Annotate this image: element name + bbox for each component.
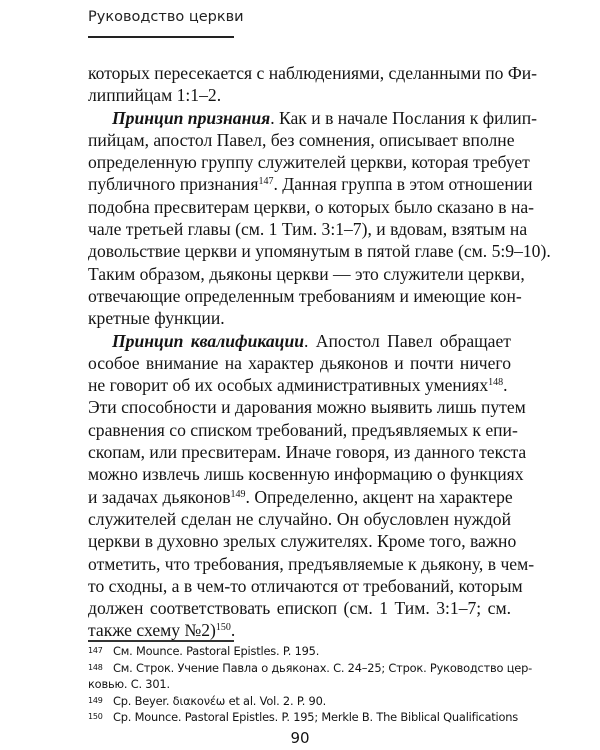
text-line	[88, 330, 511, 352]
text-line: церкви в духовно зрелых служителях. Кроме того, важно	[88, 531, 517, 552]
text-line: скопам, или пресвитерам. Иначе говоря, из данного текста	[88, 442, 527, 463]
principle-heading: Принцип признания	[112, 107, 271, 128]
text-line: служителей сделан не случайно. Он обусловлен нуждой	[88, 508, 511, 529]
text-span: публичного признания	[88, 174, 259, 195]
text-line: Эти способности и дарования можно выявить лишь путем	[88, 397, 526, 418]
text-line	[88, 486, 511, 508]
text-line: кретные функции.	[88, 308, 225, 329]
text-span: .	[230, 620, 236, 641]
text-line: липпийцам 1:1–2.	[88, 85, 222, 106]
text-line: чале третьей главы (см. 1 Тим. 3:1–7), и вдовам, взятым на	[88, 219, 528, 240]
footnote-text: Ср. Mounce. Pastoral Epistles. P. 195; Merkle B. The Biblical Qualifications	[113, 710, 519, 724]
footnote-ref: 147	[258, 176, 274, 188]
footnote: 147 См. Mounce. Pastoral Epistles. P. 195.	[88, 644, 320, 658]
text-span: и задачах дьяконов	[88, 486, 231, 507]
header-divider	[88, 36, 234, 38]
text-line: отметить, что требования, предъявляемые к дьякону, в чем-	[88, 553, 535, 574]
text-span: .	[503, 375, 508, 396]
text-line	[88, 107, 537, 129]
text-line: сравнения со списком требований, предъявляемых к епи-	[88, 419, 518, 440]
footnote: 150 Ср. Mounce. Pastoral Epistles. P. 195; Merkle B. The Biblical Qualifications	[88, 710, 519, 724]
footnote-continuation: ковью. С. 301.	[88, 677, 170, 691]
page-number: 90	[290, 729, 310, 747]
text-line	[88, 173, 533, 195]
footnote: 148 См. Строк. Учение Павла о дьяконах. С. 24–25; Строк. Руководство цер-	[88, 660, 533, 675]
footnote-text: См. Mounce. Pastoral Epistles. P. 195.	[113, 644, 320, 658]
text-line: подобна пресвитерам церкви, о которых было сказано в на-	[88, 196, 535, 217]
text-line: можно извлечь лишь косвенную информацию о функциях	[88, 464, 524, 485]
footnote-divider	[88, 640, 234, 642]
footnote-ref: 150	[215, 622, 231, 634]
text-line: особое внимание на характер дьяконов и почти ничего	[88, 352, 511, 373]
text-line: то сходны, а в чем-то отличаются от требований, которым	[88, 575, 523, 596]
footnote-text: Ср. Beyer. διακονέω et al. Vol. 2. P. 90.	[113, 693, 327, 708]
footnote-ref: 148	[488, 377, 504, 389]
text-span: . Апостол Павел обращает	[304, 330, 511, 351]
text-line: отвечающие определенным требованиям и имеющие кон-	[88, 285, 522, 306]
text-span: . Данная группа в этом отношении	[273, 174, 533, 195]
body-text	[88, 62, 551, 642]
text-line: пийцам, апостол Павел, без сомнения, описывает вполне	[88, 129, 515, 150]
footnote-text: См. Строк. Учение Павла о дьяконах. С. 24–25; Строк. Руководство цер-	[113, 660, 533, 675]
text-line	[88, 619, 511, 641]
footnote-ref: 149	[230, 488, 246, 500]
text-line: довольствие церкви и упомянутым в пятой главе (см. 5:9–10).	[88, 241, 551, 262]
footnote: 149 Ср. Beyer. διακονέω et al. Vol. 2. P. 90.	[88, 693, 327, 708]
text-span: не говорит об их особых административных умениях	[88, 375, 489, 396]
text-line: которых пересекается с наблюдениями, сделанными по Фи-	[88, 63, 538, 83]
footnotes	[88, 643, 533, 726]
text-span: . Определенно, акцент на характере	[245, 486, 513, 507]
text-line: должен соответствовать епископ (см. 1 Тим. 3:1–7; см.	[88, 598, 511, 619]
text-span: . Как и в начале Послания к филип-	[270, 107, 537, 128]
text-line	[88, 374, 511, 396]
text-line: Таким образом, дьяконы церкви — это служители церкви,	[88, 263, 525, 284]
principle-heading: Принцип квалификации	[112, 330, 305, 351]
running-header: Руководство церкви	[88, 9, 244, 25]
text-span: также схему №2)	[88, 620, 216, 641]
text-line: определенную группу служителей церкви, которая требует	[88, 152, 530, 173]
